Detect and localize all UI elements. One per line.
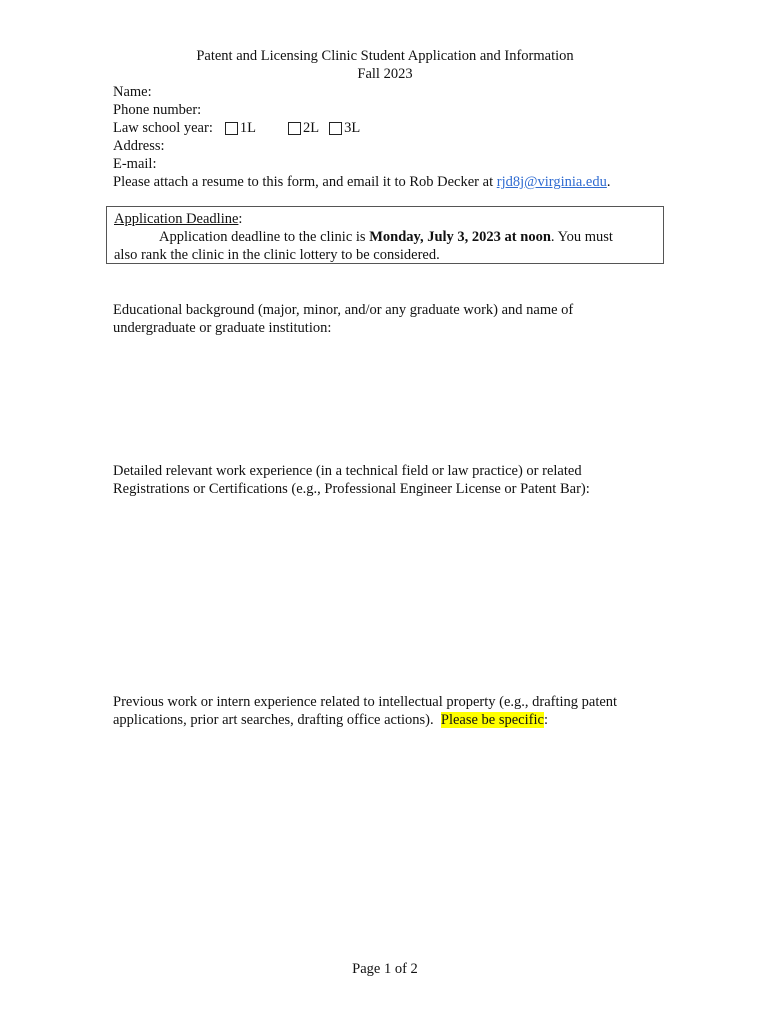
law-school-year-label: Law school year:	[113, 120, 213, 136]
address-field-label: Address:	[113, 138, 165, 154]
title-block	[0, 47, 770, 83]
work-prompt-line-1: Detailed relevant work experience (in a technical field or law practice) or related	[113, 463, 582, 479]
deadline-text-before: Application deadline to the clinic is	[159, 229, 370, 245]
deadline-heading: Application Deadline	[114, 211, 239, 227]
phone-field-label: Phone number:	[113, 102, 202, 118]
form-title: Patent and Licensing Clinic Student Application and Information	[196, 48, 574, 64]
year-option-3l-label: 3L	[344, 120, 361, 136]
deadline-date: Monday, July 3, 2023 at noon	[369, 229, 551, 245]
ip-prompt-line-2-end: :	[543, 712, 548, 728]
deadline-text-after: . You must	[550, 229, 613, 245]
attach-end: .	[606, 174, 611, 190]
deadline-heading-colon: :	[238, 211, 243, 227]
deadline-line-2: also rank the clinic in the clinic lottery to be considered.	[114, 247, 440, 263]
year-option-1l[interactable]	[225, 119, 256, 137]
page-number: Page 1 of 2	[352, 961, 418, 977]
name-field-label: Name:	[113, 84, 152, 100]
checkbox-1l[interactable]	[225, 122, 238, 135]
education-prompt-line-2: undergraduate or graduate institution:	[113, 320, 332, 336]
ip-experience-section	[113, 693, 673, 729]
work-experience-section	[113, 462, 673, 498]
year-option-2l[interactable]	[288, 119, 319, 137]
deadline-heading-row	[114, 210, 657, 228]
email-field-label: E-mail:	[113, 156, 157, 172]
checkbox-2l[interactable]	[288, 122, 301, 135]
ip-prompt-line-1: Previous work or intern experience related to intellectual property (e.g., drafting patent	[113, 694, 618, 710]
attach-text: Please attach a resume to this form, and email it to Rob Decker at	[113, 174, 497, 190]
attach-instructions	[113, 173, 693, 191]
form-term: Fall 2023	[357, 66, 413, 82]
applicant-info	[113, 83, 693, 191]
ip-highlight-text: Please be specific	[440, 712, 544, 728]
deadline-line-1	[114, 228, 657, 246]
education-prompt-line-1: Educational background (major, minor, and/or any graduate work) and name of	[113, 302, 574, 318]
deadline-box	[106, 206, 664, 264]
year-option-2l-label: 2L	[302, 120, 320, 136]
checkbox-3l[interactable]	[329, 122, 342, 135]
law-school-year-row	[113, 119, 693, 137]
ip-prompt-line-2: applications, prior art searches, drafting office actions).	[113, 712, 441, 728]
year-option-3l[interactable]	[329, 119, 360, 137]
education-section	[113, 301, 673, 337]
contact-email-link[interactable]: rjd8j@virginia.edu	[496, 174, 607, 190]
ip-prompt-line-2-row	[113, 711, 673, 729]
work-prompt-line-2: Registrations or Certifications (e.g., Professional Engineer License or Patent Bar):	[113, 481, 590, 497]
year-option-1l-label: 1L	[239, 120, 256, 136]
